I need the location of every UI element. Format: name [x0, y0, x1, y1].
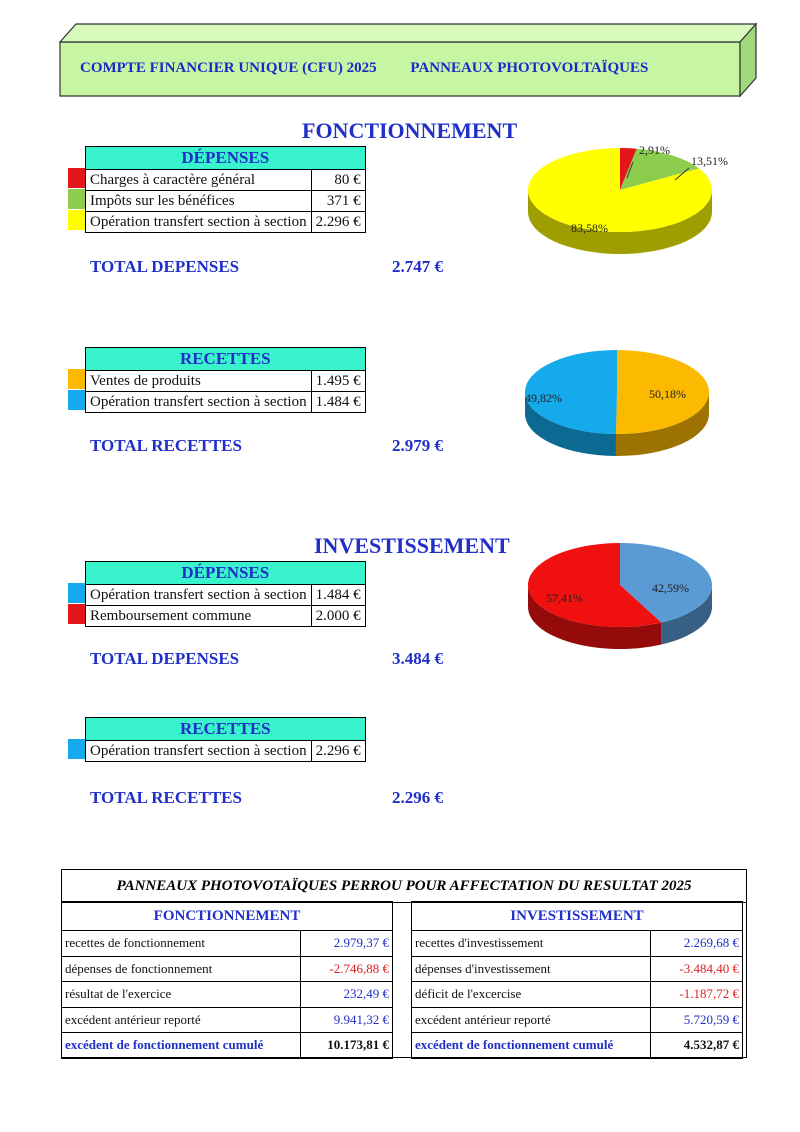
table-row	[412, 982, 743, 1008]
pie-data-label: 83,58%	[571, 221, 608, 235]
table-row	[86, 392, 366, 413]
pie-data-label: 13,51%	[691, 154, 728, 168]
row-value: 1.484 €	[311, 392, 365, 413]
row-value: 2.979,37 €	[301, 931, 393, 957]
table-row	[412, 1007, 743, 1033]
swatch-transfert	[68, 210, 85, 230]
resultat-fonct-table	[61, 901, 393, 1059]
swatch-ventes	[68, 369, 85, 389]
table-row	[62, 1007, 393, 1033]
banner-text	[80, 60, 720, 77]
total-value: 2.747 €	[392, 257, 443, 276]
banner-title-left: COMPTE FINANCIER UNIQUE (CFU) 2025	[80, 60, 377, 76]
row-value: 1.495 €	[311, 371, 365, 392]
table-row	[62, 931, 393, 957]
row-label: Ventes de produits	[86, 371, 312, 392]
table-row	[62, 1033, 393, 1059]
table-row	[86, 371, 366, 392]
banner-title-right: PANNEAUX PHOTOVOLTAÏQUES	[410, 60, 649, 76]
table-header: DÉPENSES	[86, 562, 366, 585]
invest-recettes-table	[85, 717, 366, 762]
swatch-transfert	[68, 739, 85, 759]
pie-chart-fonct-recettes	[515, 340, 745, 465]
table-header: RECETTES	[86, 718, 366, 741]
row-label: Impôts sur les bénéfices	[86, 191, 312, 212]
row-value: 232,49 €	[301, 982, 393, 1008]
row-label: excédent antérieur reporté	[62, 1007, 301, 1033]
row-label: Opération transfert section à section	[86, 392, 312, 413]
investissement-title: INVESTISSEMENT	[314, 533, 510, 558]
invest-depenses-table	[85, 561, 366, 627]
swatch-remboursement	[68, 604, 85, 624]
pie-data-label: 49,82%	[525, 391, 562, 405]
table-row	[86, 606, 366, 627]
row-value: 2.000 €	[311, 606, 365, 627]
row-value: 1.484 €	[311, 585, 365, 606]
pie-chart-fonct-depenses	[515, 138, 745, 273]
table-row	[62, 982, 393, 1008]
row-label: excédent de fonctionnement cumulé	[62, 1033, 301, 1059]
row-label: Opération transfert section à section	[86, 585, 312, 606]
fonct-recettes-table	[85, 347, 366, 413]
row-value: -1.187,72 €	[651, 982, 743, 1008]
row-value: 80 €	[311, 170, 365, 191]
swatch-transfert	[68, 390, 85, 410]
row-value: -2.746,88 €	[301, 956, 393, 982]
row-label: excédent de fonctionnement cumulé	[412, 1033, 651, 1059]
total-label: TOTAL RECETTES	[90, 788, 242, 807]
total-value: 2.979 €	[392, 436, 443, 455]
pie-data-label: 50,18%	[649, 387, 686, 401]
pie-chart-invest-depenses	[520, 535, 740, 660]
row-label: déficit de l'excercise	[412, 982, 651, 1008]
row-value: 2.296 €	[311, 212, 365, 233]
total-value: 3.484 €	[392, 649, 443, 668]
row-label: recettes de fonctionnement	[62, 931, 301, 957]
row-value: 10.173,81 €	[301, 1033, 393, 1059]
table-header: INVESTISSEMENT	[412, 902, 743, 931]
row-label: excédent antérieur reporté	[412, 1007, 651, 1033]
row-label: Remboursement commune	[86, 606, 312, 627]
fonctionnement-title: FONCTIONNEMENT	[302, 118, 518, 143]
swatch-charges	[68, 168, 85, 188]
row-label: résultat de l'exercice	[62, 982, 301, 1008]
table-row	[412, 1033, 743, 1059]
swatch-transfert	[68, 583, 85, 603]
total-label: TOTAL RECETTES	[90, 436, 242, 455]
table-row	[412, 931, 743, 957]
row-label: recettes d'investissement	[412, 931, 651, 957]
table-row	[86, 170, 366, 191]
table-row	[412, 956, 743, 982]
row-label: Opération transfert section à section	[86, 741, 312, 762]
row-value: -3.484,40 €	[651, 956, 743, 982]
total-label: TOTAL DEPENSES	[90, 257, 240, 276]
row-value: 9.941,32 €	[301, 1007, 393, 1033]
table-row	[86, 741, 366, 762]
table-row	[62, 956, 393, 982]
row-value: 2.269,68 €	[651, 931, 743, 957]
total-label: TOTAL DEPENSES	[90, 649, 240, 668]
swatch-impots	[68, 189, 85, 209]
total-value: 2.296 €	[392, 788, 443, 807]
table-row	[86, 585, 366, 606]
row-label: dépenses d'investissement	[412, 956, 651, 982]
table-header: RECETTES	[86, 348, 366, 371]
fonct-depenses-table	[85, 146, 366, 233]
row-label: Opération transfert section à section	[86, 212, 312, 233]
resultat-title: PANNEAUX PHOTOVOTAÏQUES PERROU POUR AFFECTATION DU RESULTAT 2025	[62, 870, 746, 903]
table-row	[86, 212, 366, 233]
row-value: 5.720,59 €	[651, 1007, 743, 1033]
pie-data-label: 42,59%	[652, 581, 689, 595]
row-value: 4.532,87 €	[651, 1033, 743, 1059]
resultat-panel	[61, 869, 747, 1058]
table-row	[86, 191, 366, 212]
row-value: 371 €	[311, 191, 365, 212]
resultat-invest-table	[411, 901, 743, 1059]
row-label: dépenses de fonctionnement	[62, 956, 301, 982]
pie-data-label: 2,91%	[639, 143, 670, 157]
pie-data-label: 57,41%	[546, 591, 583, 605]
table-header: DÉPENSES	[86, 147, 366, 170]
row-label: Charges à caractère général	[86, 170, 312, 191]
table-header: FONCTIONNEMENT	[62, 902, 393, 931]
row-value: 2.296 €	[311, 741, 365, 762]
